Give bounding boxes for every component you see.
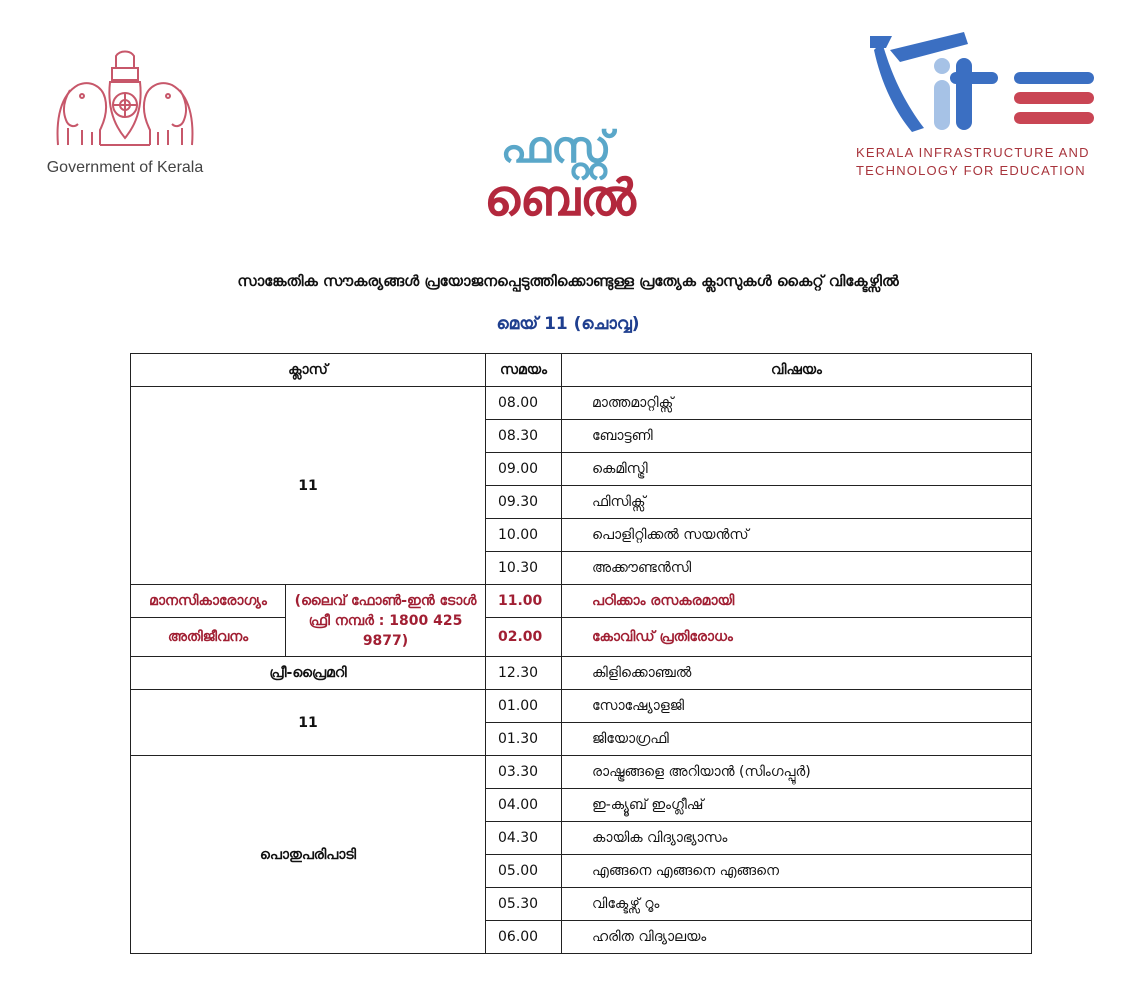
row-time: 01.00: [486, 690, 562, 723]
row-subject: ഇ-ക്യൂബ് ഇംഗ്ലീഷ്: [562, 789, 1032, 822]
class-pre-primary: പ്രീ-പ്രൈമറി: [131, 657, 486, 690]
row-time: 04.30: [486, 822, 562, 855]
row-time: 06.00: [486, 921, 562, 954]
row-subject: എങ്ങനെ എങ്ങനെ എങ്ങനെ: [562, 855, 1032, 888]
row-time: 05.00: [486, 855, 562, 888]
kite-tagline-line2: TECHNOLOGY FOR EDUCATION: [856, 163, 1086, 178]
row-subject: മാത്തമാറ്റിക്സ്: [562, 387, 1032, 420]
class-mental-health: മാനസികാരോഗ്യം: [131, 585, 286, 618]
row-subject: രാഷ്ട്രങ്ങളെ അറിയാൻ (സിംഗപ്പൂർ): [562, 756, 1032, 789]
row-time: 11.00: [486, 585, 562, 618]
first-bell-logo-bottom-text: ബെൽ: [484, 169, 636, 227]
schedule-table: [130, 353, 1032, 954]
class-group-11-morning: 11: [131, 387, 486, 585]
table-row: [131, 657, 1032, 690]
kite-tagline: [856, 144, 1112, 180]
row-subject: ഫിസിക്സ്: [562, 486, 1032, 519]
row-subject: പഠിക്കാം രസകരമായി: [562, 585, 1032, 618]
first-bell-logo-top-text: ഫസ്റ്റ്: [500, 122, 612, 173]
table-row: [131, 618, 1032, 657]
row-time: 01.30: [486, 723, 562, 756]
class-general: പൊതുപരിപാടി: [131, 756, 486, 954]
row-subject: കിളിക്കൊഞ്ചൽ: [562, 657, 1032, 690]
row-time: 12.30: [486, 657, 562, 690]
header-time: സമയം: [486, 354, 562, 387]
row-time: 10.00: [486, 519, 562, 552]
schedule-date: മെയ് 11 (ചൊവ്വ): [496, 314, 640, 334]
row-subject: ഹരിത വിദ്യാലയം: [562, 921, 1032, 954]
row-subject: കെമിസ്ട്രി: [562, 453, 1032, 486]
row-time: 04.00: [486, 789, 562, 822]
table-header-row: [131, 354, 1032, 387]
table-row: [131, 690, 1032, 723]
row-time: 09.30: [486, 486, 562, 519]
page-title: സാങ്കേതിക സൗകര്യങ്ങൾ പ്രയോജനപ്പെടുത്തിക്കൊണ്ടുള്ള പ്രത്യേക ക്ലാസുകൾ കൈറ്റ് വിക്ടേഴ്സിൽ: [237, 272, 899, 290]
row-subject: സോഷ്യോളജി: [562, 690, 1032, 723]
class-group-11-afternoon: 11: [131, 690, 486, 756]
row-time: 03.30: [486, 756, 562, 789]
row-subject: പൊളിറ്റിക്കൽ സയൻസ്: [562, 519, 1032, 552]
kite-logo-icon: [852, 28, 1102, 140]
row-time: 10.30: [486, 552, 562, 585]
row-time: 08.00: [486, 387, 562, 420]
first-bell-logo-icon: [478, 100, 648, 230]
row-subject: കോവിഡ് പ്രതിരോധം: [562, 618, 1032, 657]
row-time: 02.00: [486, 618, 562, 657]
row-subject: കായിക വിദ്യാഭ്യാസം: [562, 822, 1032, 855]
gov-kerala-logo: [30, 50, 220, 177]
table-row: [131, 387, 1032, 420]
row-subject: ജിയോഗ്രഫി: [562, 723, 1032, 756]
table-row: [131, 756, 1032, 789]
header-subject: വിഷയം: [562, 354, 1032, 387]
row-time: 05.30: [486, 888, 562, 921]
first-bell-logo: [478, 100, 648, 234]
row-subject: അക്കൗണ്ടൻസി: [562, 552, 1032, 585]
kerala-emblem-icon: [50, 50, 200, 155]
row-subject: ബോട്ടണി: [562, 420, 1032, 453]
class-survival: അതിജീവനം: [131, 618, 286, 657]
helpline-info: (ലൈവ് ഫോൺ-ഇൻ ടോൾ ഫ്രീ നമ്പർ : 1800 425 9877): [286, 585, 486, 657]
kite-tagline-line1: KERALA INFRASTRUCTURE AND: [856, 145, 1090, 160]
row-subject: വിക്ടേഴ്സ് റൂം: [562, 888, 1032, 921]
gov-kerala-label: Government of Kerala: [46, 159, 204, 176]
header-class: ക്ലാസ്: [131, 354, 486, 387]
row-time: 09.00: [486, 453, 562, 486]
row-time: 08.30: [486, 420, 562, 453]
table-row: [131, 585, 1032, 618]
kite-logo: [852, 28, 1112, 180]
